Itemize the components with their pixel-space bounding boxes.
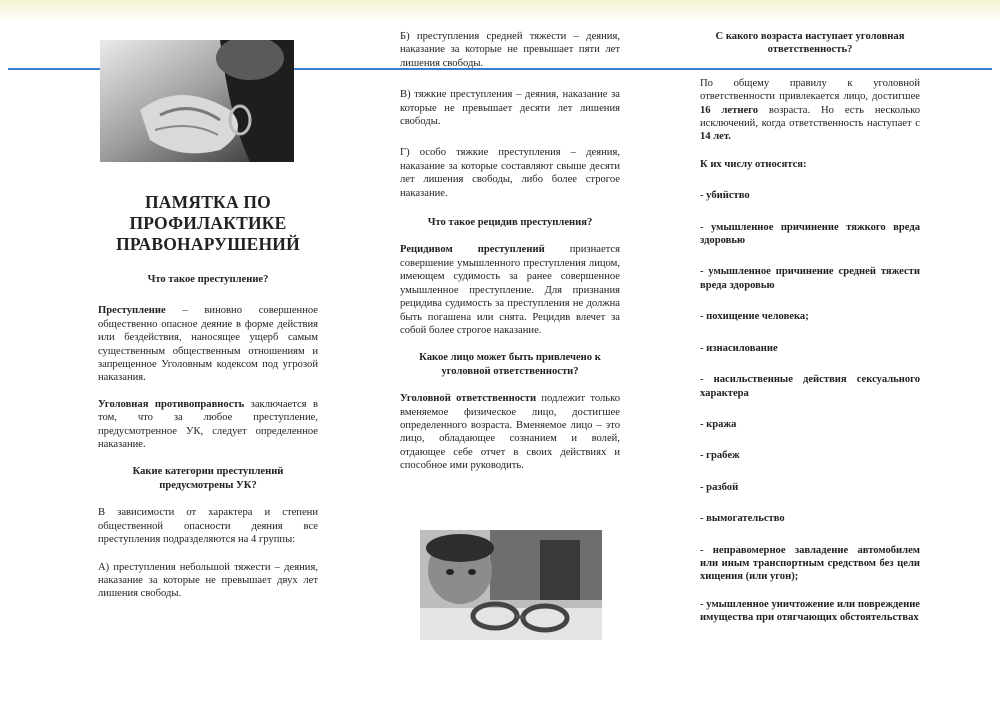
page-title: ПАМЯТКА ПО ПРОФИЛАКТИКЕ ПРАВОНАРУШЕНИЙ <box>116 192 300 254</box>
term-crime: Преступление <box>98 305 166 317</box>
age-16: 16 летнего <box>700 104 758 116</box>
boy-handcuffs-photo <box>420 530 602 640</box>
top-yellow-band <box>0 0 1000 22</box>
list-item: - насильственные действия сексуального характера <box>700 374 920 399</box>
column-right <box>700 30 920 625</box>
paragraph-age-rule <box>700 77 920 144</box>
column-middle <box>400 30 620 473</box>
paragraph-criminal-liability <box>400 392 620 472</box>
list-item: - изнасилование <box>700 342 778 354</box>
list-item: - разбой <box>700 481 739 493</box>
list-item: - умышленное причинение тяжкого вреда здоровью <box>700 221 920 247</box>
text-age-pre: По общему правилу к уголовной ответственности привлекается лицо, достигшее <box>700 77 920 103</box>
paragraph-groups-intro: В зависимости от характера и степени общественной опасности деяния все преступления подразделяются на 4 группы: <box>98 507 318 546</box>
list-item: - похищение человека; <box>700 311 809 323</box>
heading-crime-categories: Какие категории преступлений предусмотрены УК? <box>132 466 284 491</box>
text-age-mid: возраста. Но есть несколько исключений, когда ответственность наступает с <box>700 104 920 130</box>
paragraph-criminal-illegality <box>98 398 318 452</box>
paragraph-crime-definition <box>98 304 318 384</box>
crime-list <box>700 189 920 624</box>
column-left <box>98 192 318 601</box>
heading-age-of-liability: С какого возраста наступает уголовная ответственность? <box>715 31 905 56</box>
list-item: - умышленное уничтожение или повреждение имущества при отягчающих обстоятельствах <box>700 598 920 624</box>
list-item: - кража <box>700 418 737 430</box>
heading-who-is-liable: Какое лицо может быть привлечено к уголовной ответственности? <box>419 352 601 377</box>
term-liability: Уголовной ответственности <box>400 393 537 405</box>
paragraph-grave-crimes: В) тяжкие преступления – деяния, наказание за которые не превышает десяти лет лишения свободы. <box>400 89 620 128</box>
list-item: - умышленное причинение средней тяжести вреда здоровью <box>700 266 920 291</box>
text-recidivism: признается совершение умышленного преступления лицом, имеющем судимость за ранее совершенное умышленное преступление. Для признания рецидива судимость за преступления не должна быть погашена или снята. Рецидив влечет за собой более строгое наказание. <box>400 244 620 336</box>
term-recidivism: Рецидивом преступлений <box>400 244 545 256</box>
list-item: - неправомерное завладение автомобилем или иным транспортным средством без цели хищения (или угон); <box>700 544 920 583</box>
paragraph-especially-grave-crimes: Г) особо тяжкие преступления – деяния, наказание за которые составляют свыше десяти лет лишения свободы, либо более строгое наказание. <box>400 147 620 199</box>
paragraph-minor-crimes: А) преступления небольшой тяжести – деяния, наказание за которые не превышает двух лет лишения свободы. <box>98 561 318 600</box>
heading-what-is-crime: Что такое преступление? <box>147 274 269 285</box>
text-crime: – виновно совершенное общественно опасное деяние в форме действия или бездействия, наносящее ущерб самым существенным общественным отношениям и запрещенное Уголовным кодексом под угрозой наказания. <box>98 305 318 384</box>
paragraph-recidivism <box>400 243 620 337</box>
list-item: - грабеж <box>700 450 740 462</box>
text-illegality: заключается в том, что за любое преступление, предусмотренное УК, следует определенное наказание. <box>98 398 318 451</box>
handcuffed-hands-photo <box>100 40 294 162</box>
list-item: - вымогательство <box>700 513 785 525</box>
heading-recidivism: Что такое рецидив преступления? <box>427 217 593 229</box>
age-14: 14 лет. <box>700 131 731 143</box>
text-liability: подлежит только вменяемое физическое лицо, достигшее определенного возраста. Вменяемое лицо – это лицо, обладающее сознанием и волей, отдающее себе отчет в своих действиях и способное ими руководить. <box>400 393 621 472</box>
paragraph-medium-crimes: Б) преступления средней тяжести – деяния, наказание за которые не превышает пяти лет лишения свободы. <box>400 31 620 69</box>
list-item: - убийство <box>700 190 750 202</box>
list-title: К их числу относятся: <box>700 158 807 170</box>
term-illegality: Уголовная противоправность <box>98 398 245 410</box>
